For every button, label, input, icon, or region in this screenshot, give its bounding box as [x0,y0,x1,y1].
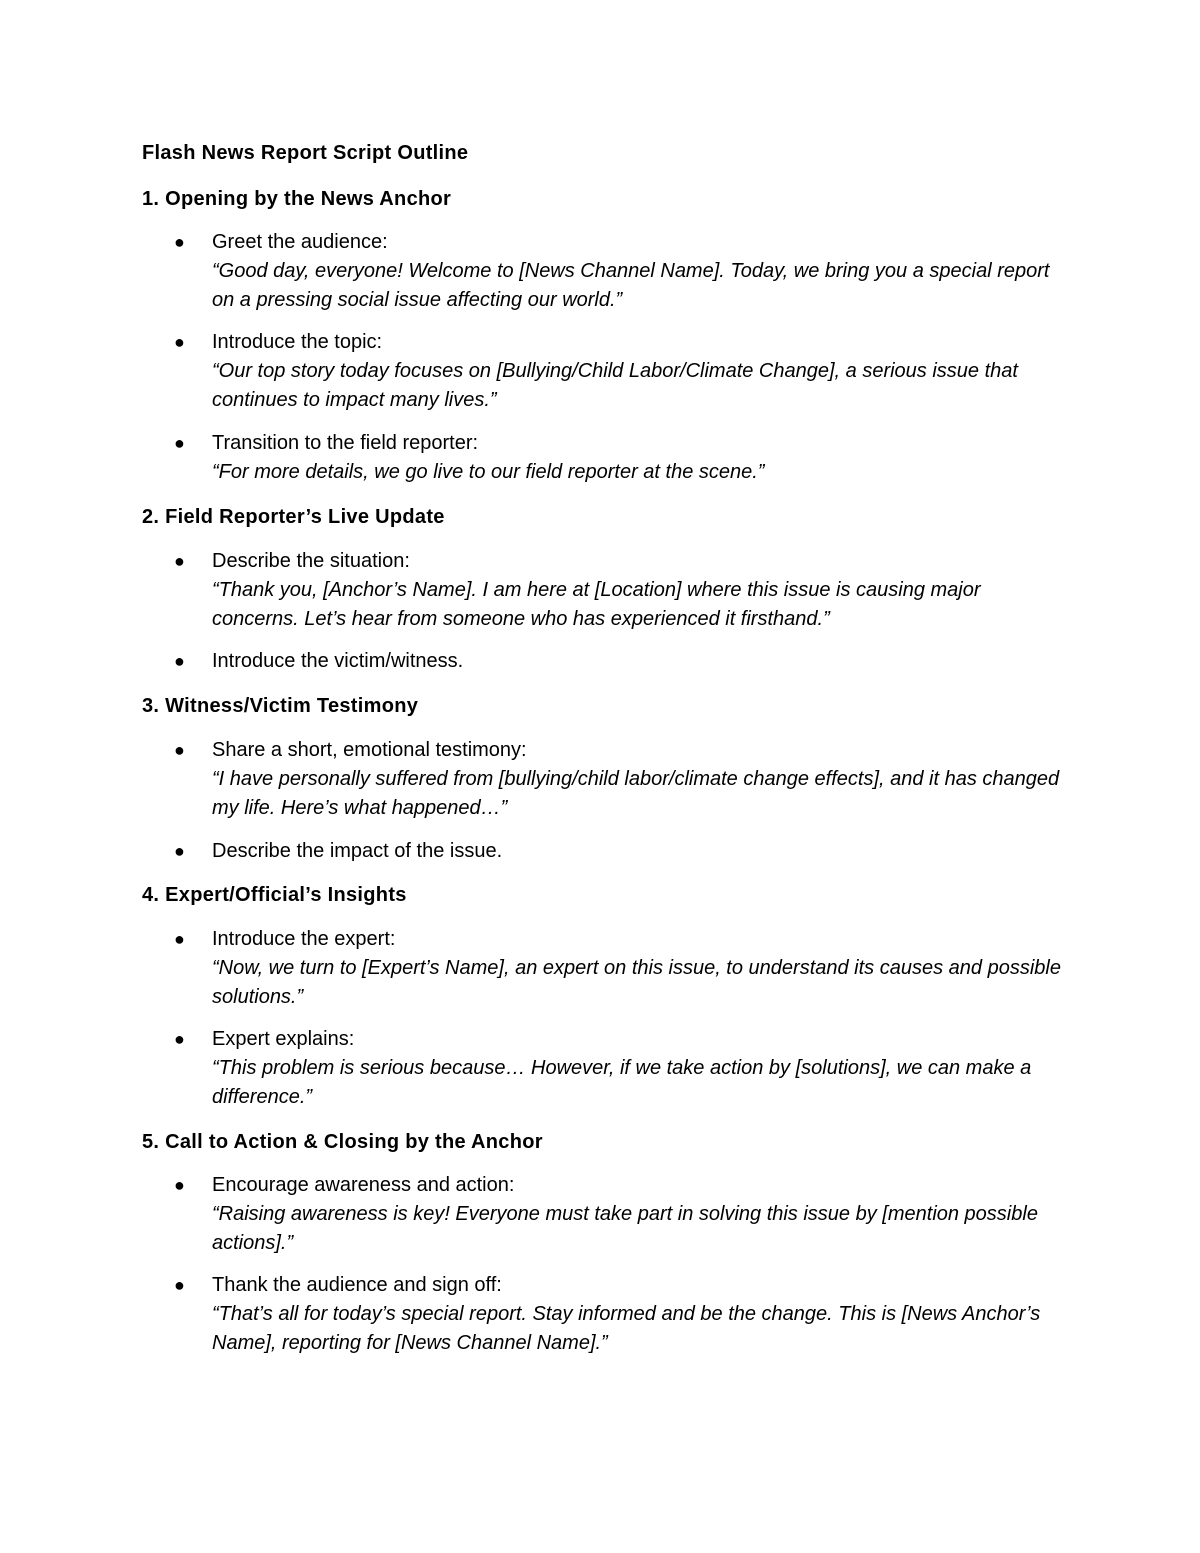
list-item [174,328,1072,415]
list-item [174,925,1072,1012]
item-lead: Introduce the victim/witness. [212,650,464,672]
list-item [174,837,1072,866]
section-heading-closing: 5. Call to Action & Closing by the Anchor [142,1131,543,1153]
item-quote: “Raising awareness is key! Everyone must take part in solving this issue by [mention possible actions].” [212,1203,1038,1254]
bullet-icon: ● [174,1275,185,1295]
item-quote: “I have personally suffered from [bullying/child labor/climate change effects], and it has changed my life. Here’s what happened…” [212,768,1060,819]
list-item [174,647,1072,676]
item-lead: Transition to the field reporter: [212,432,479,454]
bullet-icon: ● [174,740,185,760]
bullet-icon: ● [174,232,185,252]
item-lead: Share a short, emotional testimony: [212,739,527,761]
item-lead: Expert explains: [212,1028,355,1050]
bullet-icon: ● [174,433,185,453]
bullet-icon: ● [174,1029,185,1049]
section-heading-opening: 1. Opening by the News Anchor [142,188,452,210]
list-item [174,1025,1072,1112]
item-lead: Introduce the expert: [212,928,396,950]
list-item [174,1171,1072,1258]
bullet-icon: ● [174,651,185,671]
bullet-icon: ● [174,332,185,352]
section-heading-expert: 4. Expert/Official’s Insights [142,884,407,906]
section-heading-testimony: 3. Witness/Victim Testimony [142,695,419,717]
item-quote: “Thank you, [Anchor’s Name]. I am here at [Location] where this issue is causing major concerns. Let’s hear from someone who has experienced it firsthand.” [212,579,981,630]
item-quote: “For more details, we go live to our field reporter at the scene.” [212,461,765,483]
bullet-icon: ● [174,929,185,949]
list-item [174,429,1072,487]
list-item [174,736,1072,823]
item-lead: Thank the audience and sign off: [212,1274,502,1296]
list-item [174,228,1072,315]
item-quote: “Our top story today focuses on [Bullying/Child Labor/Climate Change], a serious issue that continues to impact many lives.” [212,360,1018,411]
item-quote: “That’s all for today’s special report. Stay informed and be the change. This is [News Anchor’s Name], reporting for [News Channel Name].” [212,1303,1041,1354]
item-quote: “Good day, everyone! Welcome to [News Channel Name]. Today, we bring you a special report on a pressing social issue affecting our world.” [212,260,1050,311]
item-lead: Describe the situation: [212,550,410,572]
document-title: Flash News Report Script Outline [142,142,469,164]
item-lead: Describe the impact of the issue. [212,840,503,862]
bullet-icon: ● [174,551,185,571]
list-item [174,547,1072,634]
item-quote: “Now, we turn to [Expert’s Name], an expert on this issue, to understand its causes and possible solutions.” [212,957,1061,1008]
item-quote: “This problem is serious because… However, if we take action by [solutions], we can make a difference.” [212,1057,1032,1108]
section-heading-field-reporter: 2. Field Reporter’s Live Update [142,506,445,528]
item-lead: Introduce the topic: [212,331,383,353]
item-lead: Greet the audience: [212,231,388,253]
bullet-icon: ● [174,841,185,861]
item-lead: Encourage awareness and action: [212,1174,515,1196]
list-item [174,1271,1072,1358]
bullet-icon: ● [174,1175,185,1195]
